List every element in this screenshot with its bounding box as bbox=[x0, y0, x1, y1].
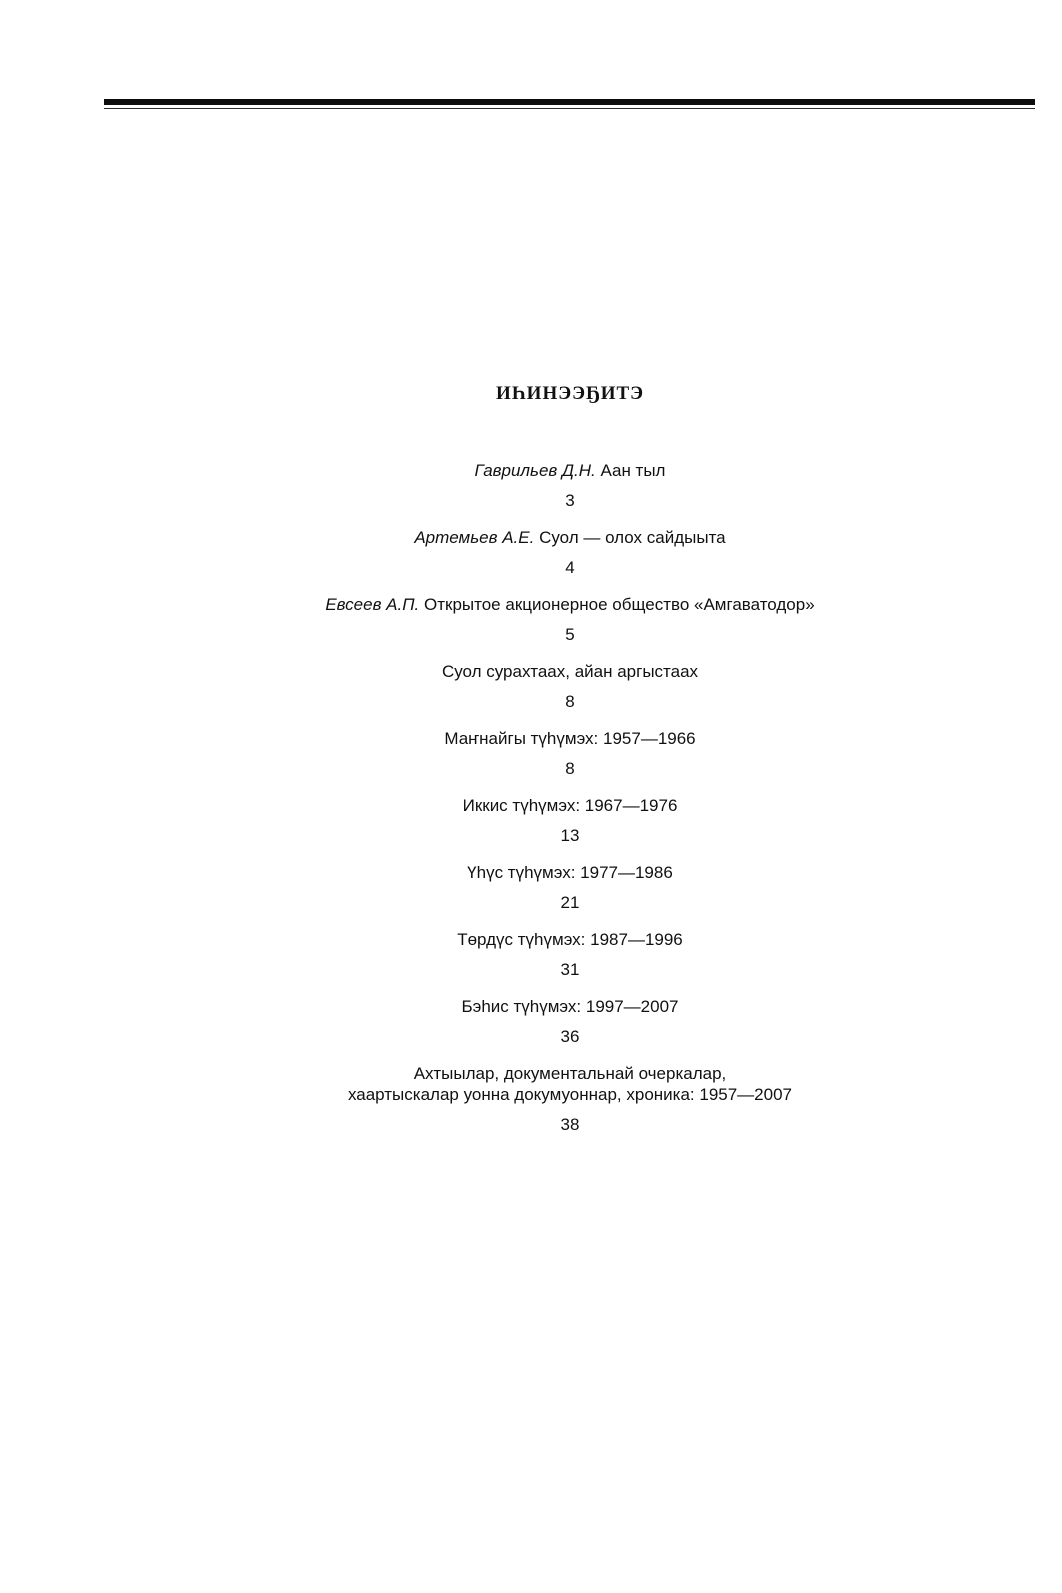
toc-entry-title: Маҥнайгы түһүмэх: 1957—1966 bbox=[444, 729, 696, 748]
toc-entry-title: Суол сурахтаах, айан аргыстаах bbox=[441, 662, 699, 681]
toc-entry-page: 36 bbox=[560, 1027, 580, 1046]
toc-entry-page: 5 bbox=[565, 625, 575, 644]
toc-entry-title: Үһүс түһүмэх: 1977—1986 bbox=[467, 863, 673, 882]
toc-entry bbox=[0, 929, 1062, 980]
toc-entry bbox=[0, 594, 1062, 645]
toc-entry bbox=[0, 1063, 1062, 1135]
toc-entry-title-line1: Ахтыылар, документальнай очеркалар, bbox=[413, 1064, 727, 1083]
toc-entry-page: 21 bbox=[560, 893, 580, 912]
header-rule-thick bbox=[104, 99, 1035, 105]
toc-entry bbox=[0, 661, 1062, 712]
toc-list bbox=[0, 460, 1062, 1151]
toc-entry-page: 13 bbox=[560, 826, 580, 845]
toc-entry-title: Аан тыл bbox=[600, 461, 666, 480]
toc-heading: ИҺИНЭЭҔИТЭ bbox=[495, 383, 645, 404]
toc-entry bbox=[0, 795, 1062, 846]
toc-entry-author: Артемьев А.Е. bbox=[414, 528, 535, 547]
toc-entry-page: 31 bbox=[560, 960, 580, 979]
toc-entry-title-line2: хаартыскалар уонна докумуоннар, хроника: 1957—2007 bbox=[347, 1085, 793, 1104]
toc-entry-title: Иккис түһүмэх: 1967—1976 bbox=[462, 796, 678, 815]
toc-entry-title: Төрдүс түһүмэх: 1987—1996 bbox=[457, 930, 683, 949]
toc-entry-title: Открытое акционерное общество «Амгаватодор» bbox=[424, 595, 815, 614]
toc-entry bbox=[0, 862, 1062, 913]
toc-entry-page: 3 bbox=[565, 491, 575, 510]
toc-entry bbox=[0, 996, 1062, 1047]
toc-entry-title: Бэһис түһүмэх: 1997—2007 bbox=[461, 997, 679, 1016]
toc-entry bbox=[0, 728, 1062, 779]
header-rule-thin bbox=[104, 108, 1035, 109]
toc-entry-author: Евсеев А.П. bbox=[325, 595, 420, 614]
toc-entry-page: 4 bbox=[565, 558, 575, 577]
toc-entry-title: Суол — олох сайдыыта bbox=[539, 528, 726, 547]
toc-entry-page: 8 bbox=[565, 692, 575, 711]
toc-entry bbox=[0, 460, 1062, 511]
toc-entry bbox=[0, 527, 1062, 578]
toc-entry-page: 8 bbox=[565, 759, 575, 778]
toc-entry-page: 38 bbox=[560, 1115, 580, 1134]
toc-entry-author: Гаврильев Д.Н. bbox=[474, 461, 596, 480]
